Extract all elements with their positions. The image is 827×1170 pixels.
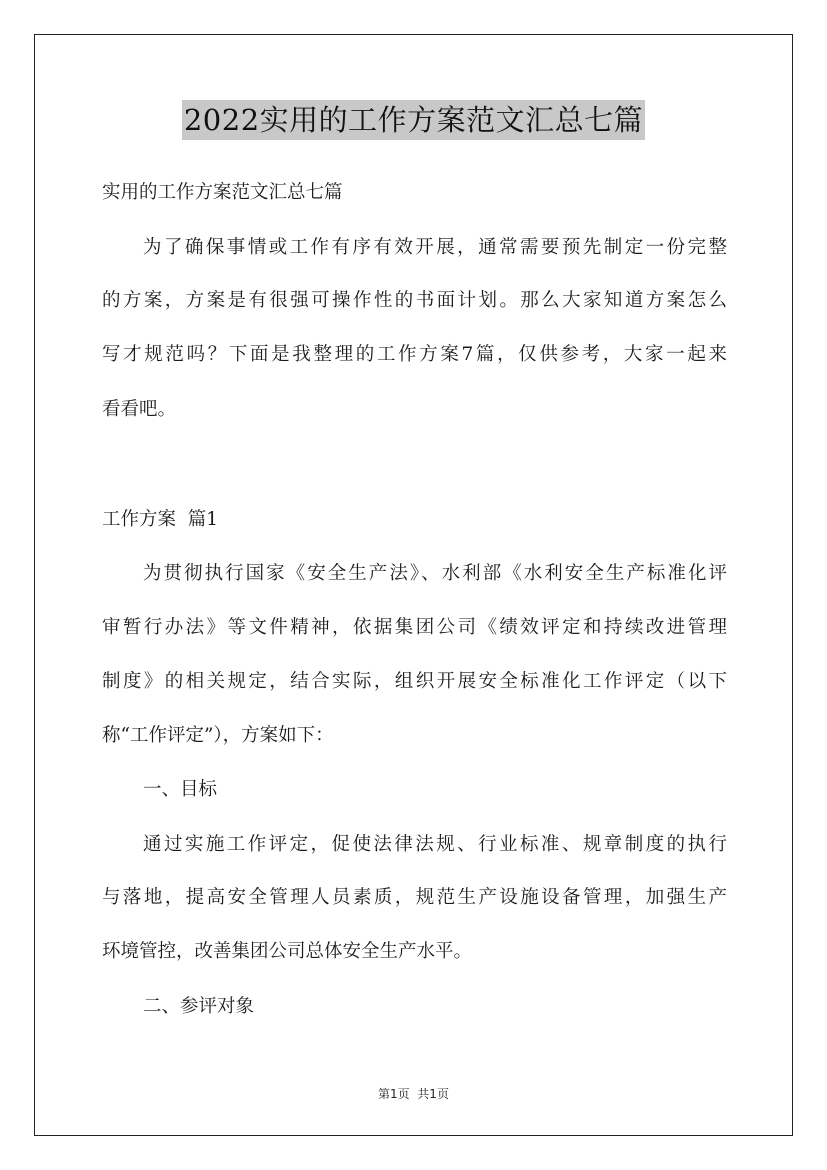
title-container	[0, 100, 827, 140]
intro-line: 看看吧。	[102, 399, 177, 420]
intro-line: 写才规范吗？下面是我整理的工作方案7篇，仅供参考，大家一起来	[102, 344, 727, 365]
goal-line: 与落地，提高安全管理人员素质，规范生产设施设备管理，加强生产	[102, 887, 727, 908]
intro-line: 的方案，方案是有很强可操作性的书面计划。那么大家知道方案怎么	[102, 290, 727, 311]
page-footer: 第1页 共1页	[378, 1087, 449, 1101]
section-line: 称“工作评定”），方案如下：	[102, 725, 334, 746]
section-line: 制度》的相关规定，结合实际，组织开展安全标准化工作评定（以下	[102, 671, 727, 692]
goal-heading: 一、目标	[143, 779, 218, 800]
participants-heading: 二、参评对象	[143, 996, 255, 1017]
section-heading: 工作方案 篇1	[102, 509, 219, 530]
intro-line: 为了确保事情或工作有序有效开展，通常需要预先制定一份完整	[143, 237, 727, 258]
goal-line: 环境管控，改善集团公司总体安全生产水平。	[102, 941, 473, 962]
section-line: 审暂行办法》等文件精神，依据集团公司《绩效评定和持续改进管理	[102, 617, 727, 638]
goal-line: 通过实施工作评定，促使法律法规、行业标准、规章制度的执行	[143, 834, 727, 855]
document-subtitle: 实用的工作方案范文汇总七篇	[102, 182, 343, 203]
document-title: 2022实用的工作方案范文汇总七篇	[182, 100, 645, 140]
section-line: 为贯彻执行国家《安全生产法》、水利部《水利安全生产标准化评	[143, 563, 727, 584]
